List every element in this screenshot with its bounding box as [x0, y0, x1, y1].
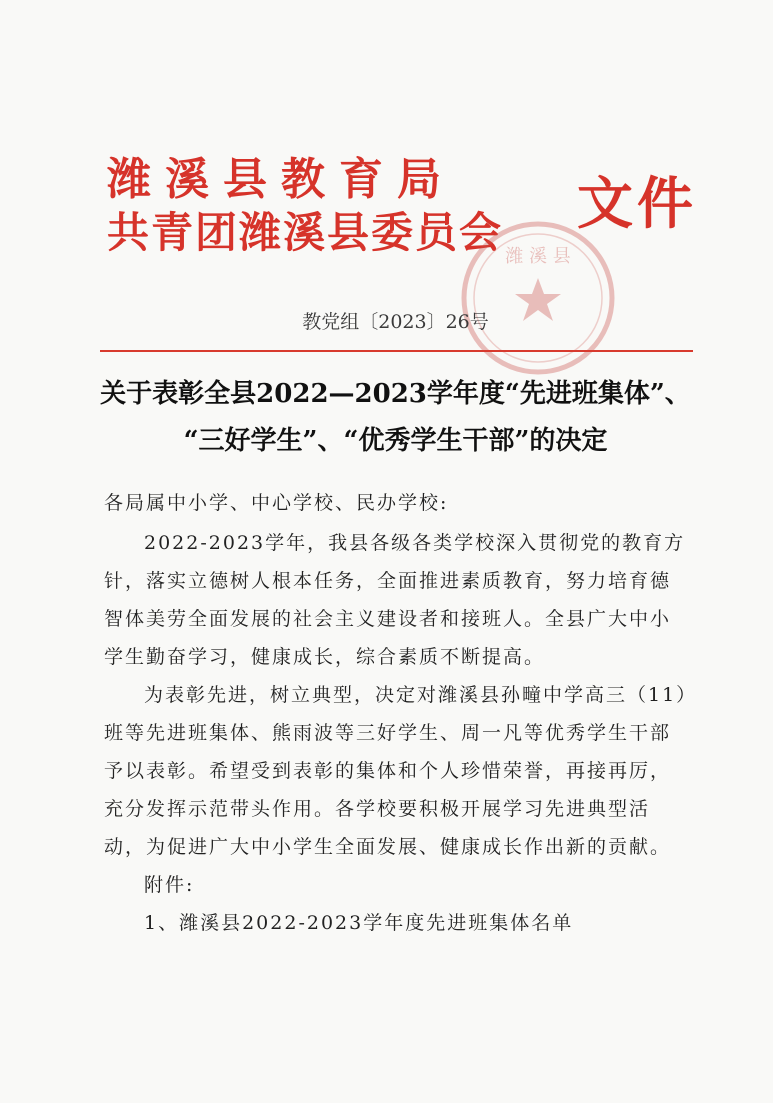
issuer-line-1: 潍溪县教育局: [107, 154, 455, 205]
addressee: 各局属中小学、中心学校、民办学校:: [104, 492, 449, 514]
red-divider-rule: [100, 350, 693, 352]
paragraph-line: 智体美劳全面发展的社会主义建设者和接班人。全县广大中小: [104, 608, 672, 630]
document-number: 教党组〔2023〕26号: [302, 311, 489, 333]
title-line-2: “三好学生”、“优秀学生干部”的决定: [183, 426, 608, 456]
paragraph-1: [104, 524, 689, 676]
document-type-label: 文件: [577, 171, 697, 237]
seal-text: 潍 溪 县: [505, 246, 571, 267]
paragraph-line: 予以表彰。希望受到表彰的集体和个人珍惜荣誉，再接再厉，: [104, 760, 672, 782]
attachment-label: 附件:: [144, 874, 195, 896]
paragraph-line: 2022-2023学年，我县各级各类学校深入贯彻党的教育方: [144, 532, 686, 554]
attachment-item: 1、潍溪县2022-2023学年度先进班集体名单: [144, 912, 574, 934]
paragraph-line: 为表彰先进，树立典型，决定对潍溪县孙疃中学高三（11）: [144, 684, 698, 706]
paragraph-line: 动，为促进广大中小学生全面发展、健康成长作出新的贡献。: [104, 836, 672, 858]
title-line-1: 关于表彰全县2022—2023学年度“先进班集体”、: [100, 379, 691, 409]
paragraph-line: 学生勤奋学习，健康成长，综合素质不断提高。: [104, 646, 546, 668]
issuer-line-2: 共青团潍溪县委员会: [107, 208, 504, 257]
paragraph-line: 针，落实立德树人根本任务，全面推进素质教育，努力培育德: [104, 570, 672, 592]
paragraph-line: 班等先进班集体、熊雨波等三好学生、周一凡等优秀学生干部: [104, 722, 672, 744]
paragraph-line: 充分发挥示范带头作用。各学校要积极开展学习先进典型活: [104, 798, 651, 820]
official-seal-stamp: [458, 218, 618, 378]
paragraph-2: [104, 676, 698, 866]
